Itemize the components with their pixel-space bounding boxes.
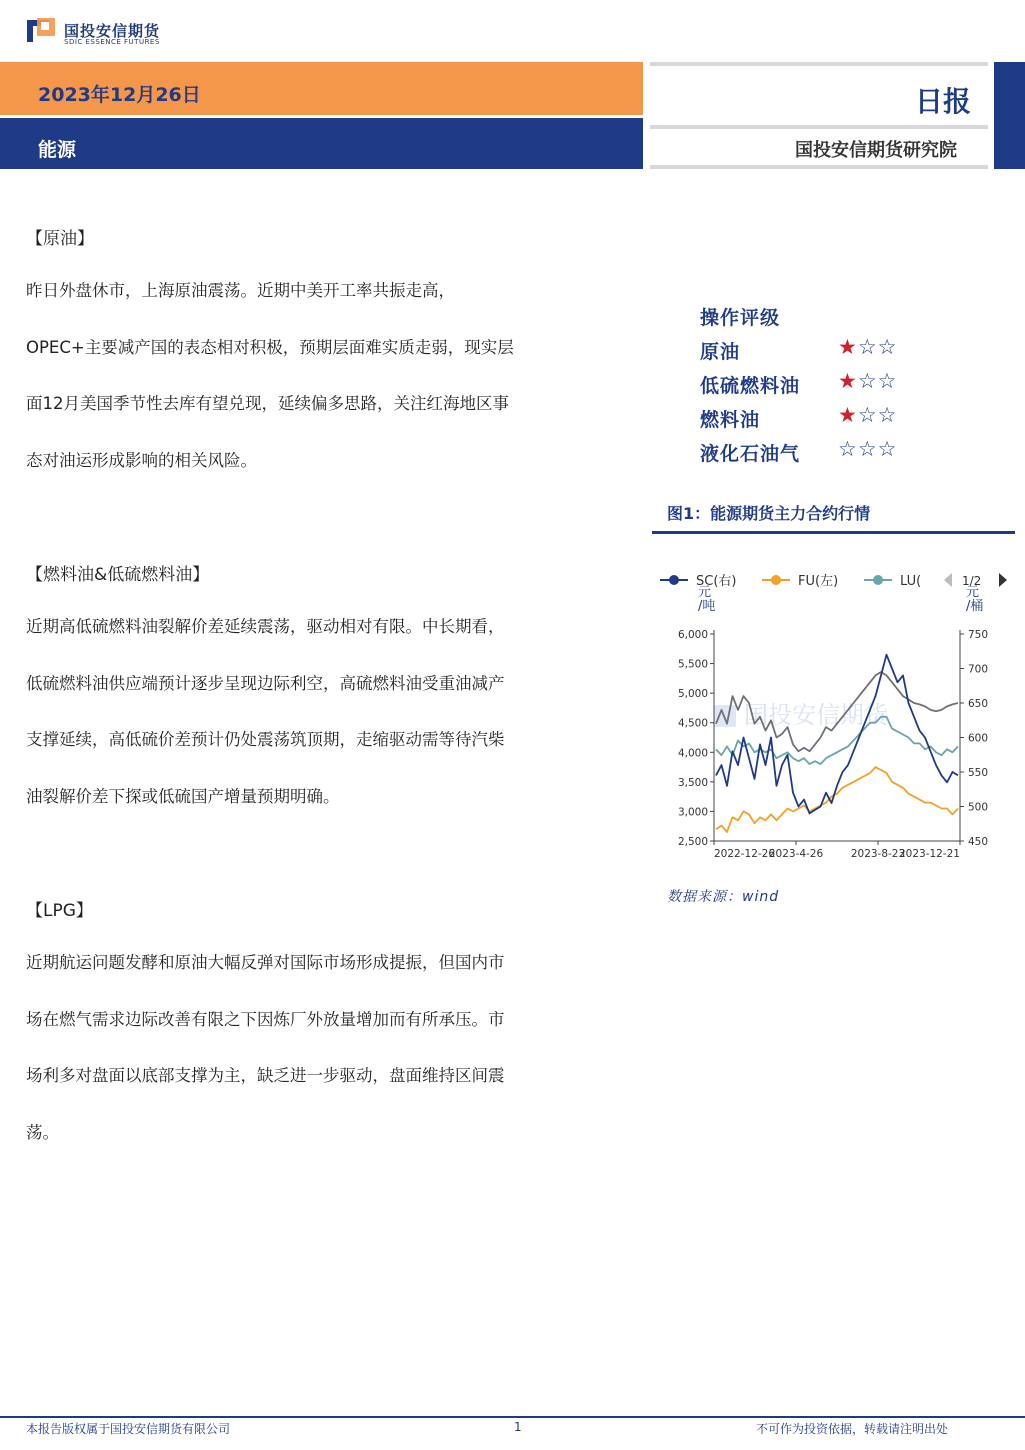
star-filled-icon: ★ [838, 403, 858, 427]
star-empty-icon: ☆ [857, 369, 878, 393]
paragraph-line: 昨日外盘休市，上海原油震荡。近期中美开工率共振走高， [26, 281, 455, 300]
right-tick-label: 450 [968, 836, 989, 848]
legend-swatch-dot [771, 575, 781, 585]
rating-title: 操作评级 [700, 307, 781, 329]
paragraph-line: 场在燃气需求边际改善有限之下因炼厂外放量增加而有所承压。市 [26, 1009, 505, 1029]
right-tick-label: 650 [968, 698, 989, 710]
left-tick-label: 2,500 [677, 836, 708, 848]
right-tick-label: 500 [968, 801, 989, 814]
chart-plot-area [716, 655, 958, 832]
right-tick-label: 550 [968, 767, 989, 779]
footer-copyright: 本报告版权属于国投安信期货有限公司 [26, 1422, 231, 1436]
logo-text-en: SDIC ESSENCE FUTURES [64, 38, 160, 46]
paragraph-line: 面12月美国季节性去库有望兑现，延续偏多思路，关注红海地区事 [26, 394, 509, 413]
figure-title-rule [652, 531, 1015, 534]
rating-item-lpg: 液化石油气 [700, 443, 801, 465]
legend-page-label: 1/2 [962, 574, 982, 588]
star-empty-icon: ☆ [857, 403, 878, 427]
report-sector: 能源 [38, 139, 77, 161]
paragraph-line: 低硫燃料油供应端预计逐步呈现边际利空，高硫燃料油受重油减产 [26, 673, 505, 693]
section-body-lpg [26, 935, 611, 1161]
section-title-crude: 【原油】 [26, 229, 94, 249]
left-tick-label: 4,000 [677, 747, 708, 760]
star-rating [838, 403, 897, 427]
report-date: 2023年12月26日 [38, 84, 201, 106]
rating-item-lsfo: 低硫燃料油 [700, 375, 801, 397]
left-tick-label: 5,000 [677, 688, 708, 701]
legend-swatch-dot [873, 575, 883, 585]
left-tick-label: 3,000 [677, 806, 708, 819]
legend-next-icon [999, 573, 1007, 587]
star-empty-icon: ☆ [857, 437, 878, 461]
right-axis-unit: 元 [966, 585, 980, 600]
star-empty-icon: ☆ [877, 403, 898, 427]
institute-name: 国投安信期货研究院 [795, 140, 957, 161]
section-title-fuel: 【燃料油&低硫燃料油】 [26, 565, 210, 585]
left-tick-label: 3,500 [677, 776, 708, 789]
logo-text-cn: 国投安信期货 [64, 22, 161, 40]
company-logo-icon [27, 18, 55, 46]
star-rating [838, 335, 897, 359]
footer-disclaimer: 不可作为投资依据，转载请注明出处 [756, 1422, 949, 1436]
paragraph-line: 荡。 [26, 1122, 59, 1142]
star-rating [838, 369, 897, 393]
legend-label: FU(左) [798, 574, 839, 589]
paragraph-line: 油裂解价差下探或低硫国产增量预期明确。 [26, 786, 340, 806]
left-tick-label: 4,500 [677, 717, 708, 730]
x-tick-label: 2023-4-26 [768, 848, 824, 860]
series-line [716, 767, 958, 832]
legend-label: LU( [900, 574, 922, 589]
right-tick-label: 700 [968, 663, 989, 676]
paragraph-line: OPEC+主要减产国的表态相对积极，预期层面难实质走弱，现实层 [26, 337, 514, 357]
x-tick-label: 2022-12-26 [714, 848, 776, 860]
paragraph-line: 态对油运形成影响的相关风险。 [26, 450, 257, 470]
star-rating [838, 437, 897, 461]
chart-legend [660, 573, 1007, 589]
paragraph-line: 近期航运问题发酵和原油大幅反弹对国际市场形成提振，但国内市 [26, 953, 505, 972]
rating-item-crude: 原油 [700, 341, 741, 363]
paragraph-line: 近期高低硫燃料油裂解价差延续震荡，驱动相对有限。中长期看， [26, 617, 505, 636]
legend-label: SC(右) [696, 574, 737, 589]
section-title-lpg: 【LPG】 [26, 901, 93, 921]
rating-item-fuel-oil: 燃料油 [700, 409, 761, 431]
right-tick-label: 750 [968, 629, 989, 641]
star-empty-icon: ☆ [877, 369, 898, 393]
section-body-fuel [26, 599, 611, 825]
x-tick-label: 2023-8-23 [850, 848, 906, 860]
star-empty-icon: ☆ [838, 437, 858, 461]
x-tick-label: 2023-12-21 [898, 848, 960, 860]
paragraph-line: 支撑延续，高低硫价差预计仍处震荡筑顶期，走缩驱动需等待汽柴 [26, 730, 505, 749]
legend-prev-icon [944, 573, 952, 587]
page-number: 1 [514, 1420, 522, 1434]
section-body-crude [26, 263, 611, 489]
header-corner-block [994, 62, 1025, 169]
star-filled-icon: ★ [838, 335, 858, 359]
left-axis-unit: /吨 [698, 599, 716, 614]
figure-title: 图1：能源期货主力合约行情 [667, 504, 871, 523]
star-filled-icon: ★ [838, 369, 858, 393]
left-axis-unit: 元 [698, 585, 712, 600]
paragraph-line: 场利多对盘面以底部支撑为主，缺乏进一步驱动，盘面维持区间震 [26, 1066, 505, 1085]
legend-swatch-dot [669, 575, 679, 585]
futures-price-chart [652, 560, 1022, 870]
report-type: 日报 [915, 85, 972, 118]
footer-rule [0, 1416, 1025, 1418]
watermark-text: 国投安信期货 [744, 701, 888, 729]
series-line [716, 655, 958, 814]
left-tick-label: 6,000 [677, 629, 708, 641]
right-tick-label: 600 [968, 732, 989, 745]
left-tick-label: 5,500 [677, 658, 708, 671]
star-empty-icon: ☆ [857, 335, 878, 359]
sector-banner [0, 118, 643, 169]
figure-source: 数据来源：wind [667, 889, 780, 905]
star-empty-icon: ☆ [877, 437, 898, 461]
star-empty-icon: ☆ [877, 335, 898, 359]
right-axis-unit: /桶 [966, 599, 984, 614]
